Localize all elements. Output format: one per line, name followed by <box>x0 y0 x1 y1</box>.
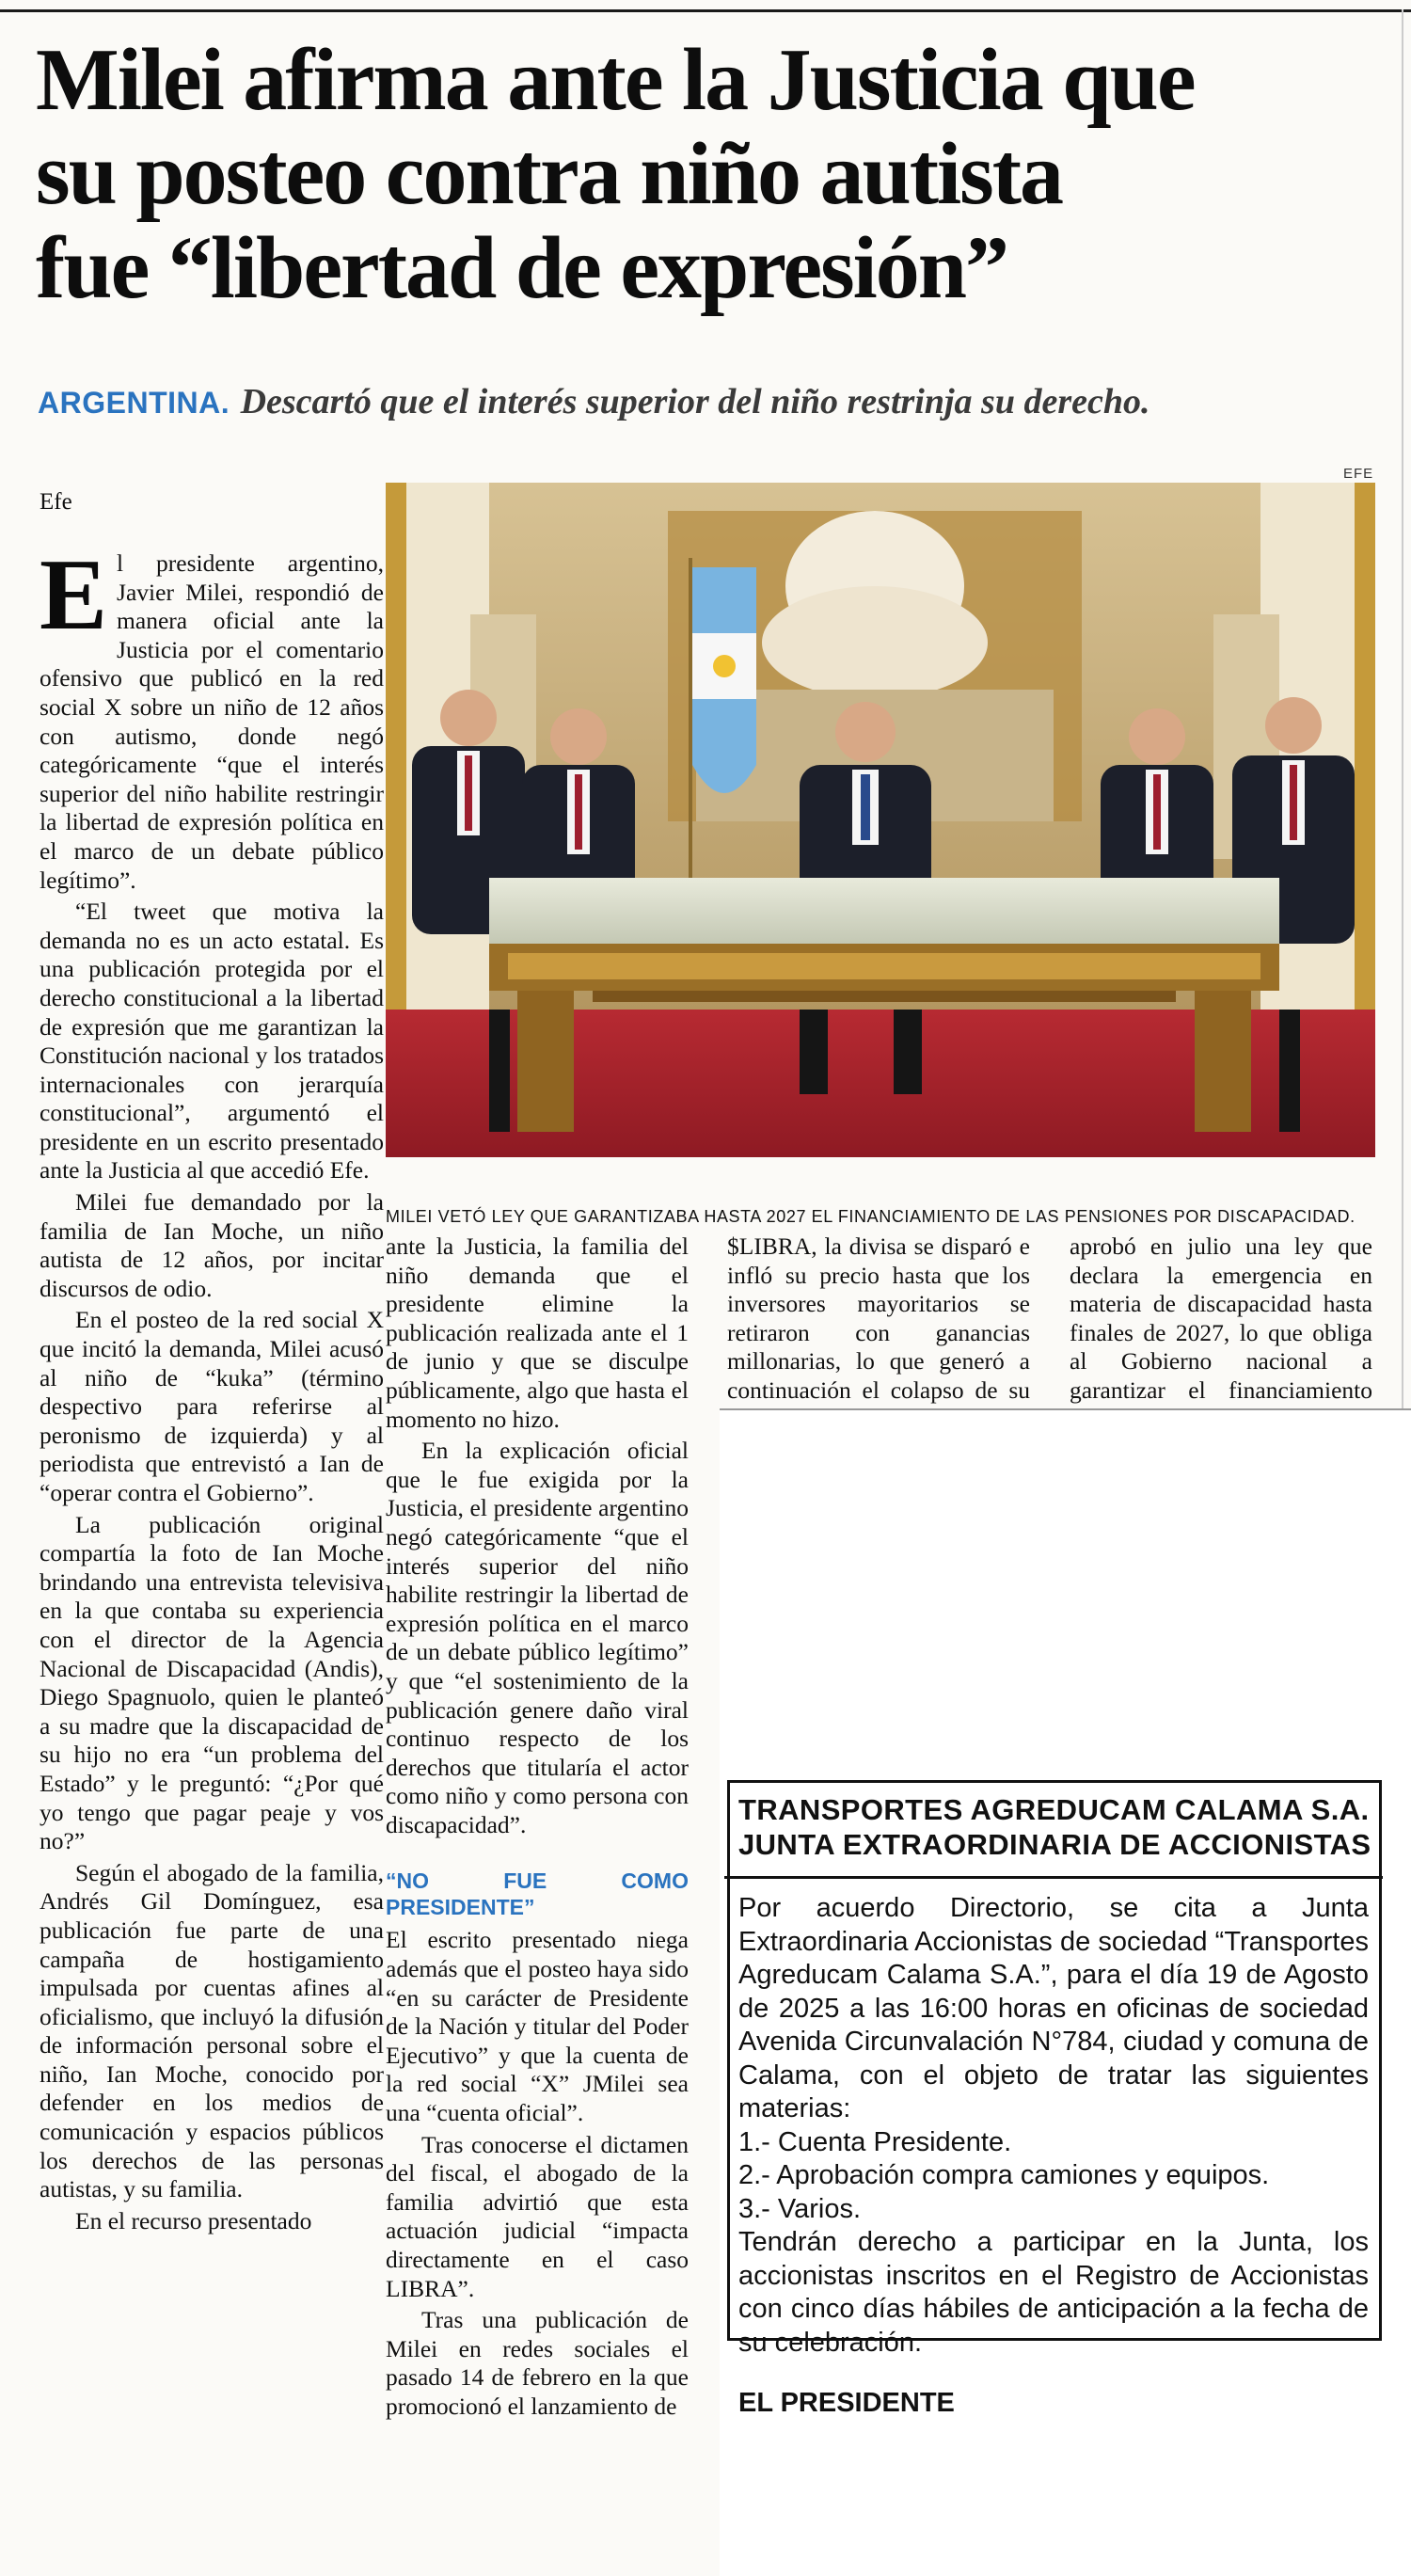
legal-notice-ad <box>738 1792 1369 2419</box>
headline-line-1: Milei afirma ante la Justicia que <box>36 31 1195 129</box>
top-rule <box>0 9 1411 12</box>
headline <box>36 33 1381 315</box>
paragraph: En el recurso presentado <box>75 2206 312 2234</box>
photo-credit: EFE <box>1343 466 1374 482</box>
paragraph-text: l presidente argentino, Javier Milei, respondió de manera oficial ante la Justicia por el comentario ofensivo que publicó en la red social X sobre un niño de 12 años con autismo, donde negó categóricamente “que el interés superior del niño habilite restringir la libertad de expresión política en el marco de un debate público legítimo”. <box>40 549 384 894</box>
subheadline <box>38 381 1392 423</box>
paragraph: ante la Justicia, la familia del niño demanda que el presidente elimine la publicación realizada ante el 1 de junio y que se disculpe públicamente, algo que hasta el momento no hizo. <box>386 1232 689 1433</box>
paragraph: Según el abogado de la familia, Andrés Gil Domínguez, esa publicación fue parte de una campaña de hostigamiento impulsada por cuentas afines al oficialismo, que incluyó la difusión de información personal sobre el niño, Ian Moche, conocido por defender en los medios de comunicación y espacios públicos los derechos de las personas autistas, y su familia. <box>40 1858 384 2203</box>
ad-agenda-item: 3.- Varios. <box>738 2193 862 2224</box>
ad-title: TRANSPORTES AGREDUCAM CALAMA S.A. <box>738 1793 1370 1826</box>
paragraph: La publicación original compartía la foto de Ian Moche brindando una entrevista televisiva en la que contaba su experiencia con el director de la Agencia Nacional de Discapacidad (Andis), Diego Spagnuolo, quien le planteó a su madre que la discapacidad de su hijo no era “un problema del Estado” y le preguntó: “¿Por qué yo tengo que pagar peaje y vos no?” <box>40 1510 384 1855</box>
news-photo-illustration <box>386 483 1375 1157</box>
paragraph: En la explicación oficial que le fue exigida por la Justicia, el presidente argentino negó categóricamente “que el interés superior del niño habilite restringir la libertad de expresión política en el marco de un debate público legítimo” y que “el sostenimiento de la publicación genere daño viral continuo respecto de los derechos que titularía el actor como niño y como persona con discapacidad”. <box>386 1437 689 1838</box>
paragraph: “El tweet que motiva la demanda no es un acto estatal. Es una publicación protegida por el derecho constitucional a la libertad de expresión que me garantizan la Constitución nacional y los tratados internacionales con jerarquía constitucional”, argumentó el presidente en un escrito presentado ante la Justicia al que accedió Efe. <box>40 898 384 1185</box>
article-column-2 <box>386 1232 689 2425</box>
ad-agenda-item: 2.- Aprobación compra camiones y equipos. <box>738 2160 1270 2190</box>
deck: Descartó que el interés superior del niño restrinja su derecho. <box>240 382 1150 421</box>
ad-subtitle: JUNTA EXTRAORDINARIA DE ACCIONISTAS <box>738 1828 1371 1861</box>
paragraph: $LIBRA, la divisa se disparó e infló su precio hasta que los inversores mayoritarios se retiraron con ganancias millonarias, lo que generó a continuación el colapso de su <box>727 1232 1030 1404</box>
ad-footer-text: Tendrán derecho a participar en la Junta, los accionistas inscritos en el Registro de Accionistas con cinco días hábiles de anticipación a la fecha de su celebración. <box>738 2227 1369 2358</box>
ad-body: Por acuerdo Directorio, se cita a Junta Extraordinaria Accionistas de sociedad “Transportes Agreducam Calama S.A.”, para el día 19 de Agosto de 2025 a las 16:00 horas en oficinas de sociedad Avenida Circunvalación N°784, ciudad y comuna de Calama, con el objeto de tratar las siguientes materias: <box>738 1893 1369 2123</box>
ad-divider <box>724 1876 1383 1879</box>
ad-agenda-item: 1.- Cuenta Presidente. <box>738 2126 1012 2157</box>
paragraph: aprobó en julio una ley que declara la emergencia en materia de discapacidad hasta finales de 2027, lo que obliga al Gobierno nacional a garantizar el financiamiento <box>1070 1232 1372 1404</box>
paragraph: Tras conocerse el dictamen del fiscal, el abogado de la familia advirtió que esta actuación judicial “impacta directamente en el caso LIBRA”. <box>386 2130 689 2302</box>
byline: Efe <box>40 489 72 515</box>
paragraph: En el posteo de la red social X que incitó la demanda, Milei acusó al niño de “kuka” (término despectivo para referirse al peronismo de izquierda) y al periodista que entrevistó a Ian de “operar contra el Gobierno”. <box>40 1306 384 1506</box>
photo-caption: MILEI VETÓ LEY QUE GARANTIZABA HASTA 2027 EL FINANCIAMIENTO DE LAS PENSIONES POR DISCAPACIDAD. <box>386 1207 1356 1226</box>
paragraph: El escrito presentado niega además que el posteo haya sido “en su carácter de Presidente de la Nación y titular del Poder Ejecutivo” y que la cuenta de la red social “X” JMilei sea una “cuenta oficial”. <box>386 1926 689 2127</box>
section-kicker: ARGENTINA. <box>38 386 230 420</box>
paragraph <box>40 539 384 895</box>
paragraph: Tras una publicación de Milei en redes sociales el pasado 14 de febrero en la que promocionó el lanzamiento de <box>386 2306 689 2420</box>
paragraph: Milei fue demandado por la familia de Ian Moche, un niño autista de 12 años, por incitar discursos de odio. <box>40 1188 384 1302</box>
ad-signature: EL PRESIDENTE <box>738 2388 955 2418</box>
news-photo <box>386 483 1375 1157</box>
article-column-1 <box>40 539 384 2238</box>
section-subhead: “NO FUE COMO PRESIDENTE” <box>386 1868 689 1920</box>
right-column-rule <box>1402 9 1403 1411</box>
drop-cap: E <box>40 539 108 651</box>
headline-line-3: fue “libertad de expresión” <box>36 219 1008 317</box>
headline-line-2: su posteo contra niño autista <box>36 125 1063 223</box>
